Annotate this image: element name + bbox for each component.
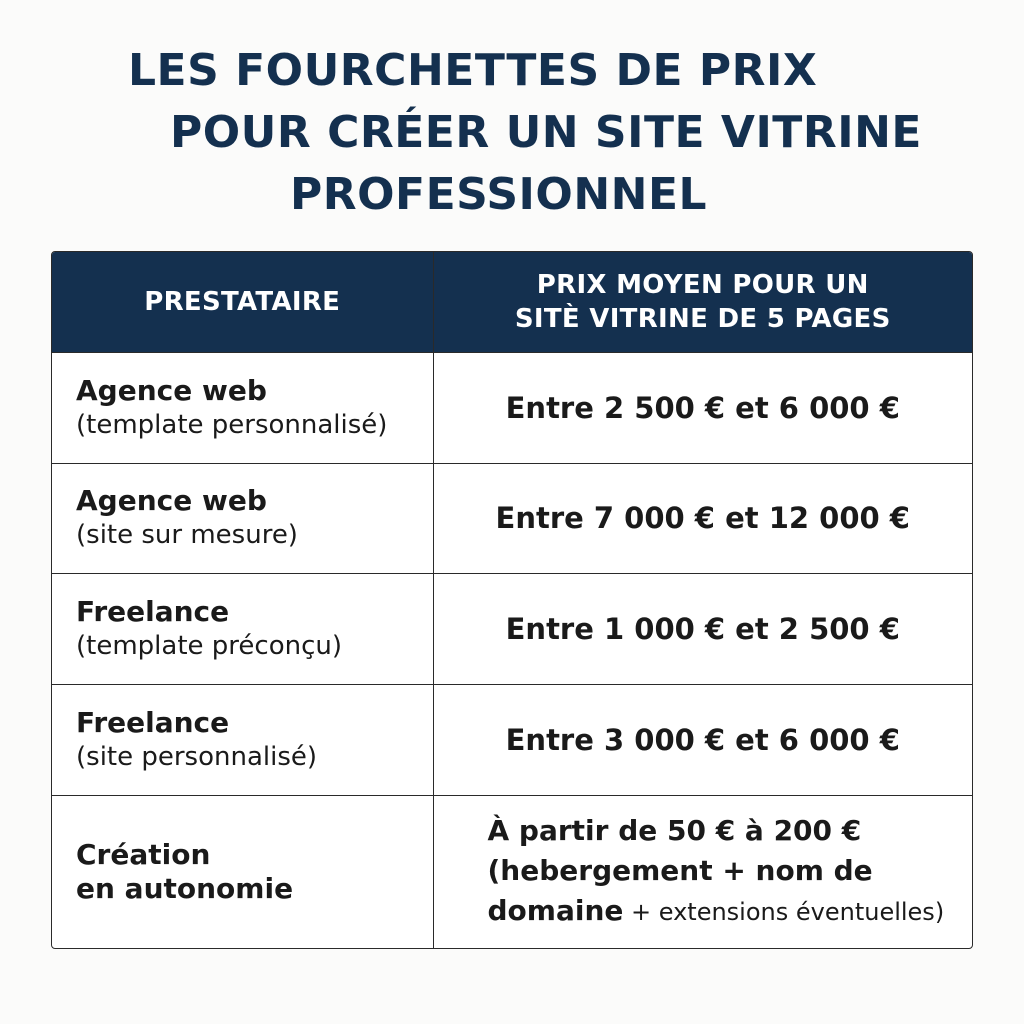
table-row — [52, 684, 972, 795]
provider-name-line-2: en autonomie — [76, 871, 294, 905]
price-cell: Entre 1 000 € et 2 500 € — [433, 574, 972, 685]
price-cell: Entre 3 000 € et 6 000 € — [433, 684, 972, 795]
provider-cell — [52, 463, 433, 574]
table-header-row — [52, 252, 972, 353]
price-line-3-bold: domaine — [487, 894, 624, 928]
header-price-line-1: PRIX MOYEN POUR UN — [536, 270, 869, 300]
table-row — [52, 795, 972, 948]
provider-cell — [52, 795, 433, 948]
header-price-line-2: SITÈ VITRINE DE 5 PAGES — [514, 304, 891, 334]
provider-cell — [52, 353, 433, 464]
title-line-1: LES FOURCHETTES DE PRIX — [128, 45, 818, 96]
provider-cell — [52, 684, 433, 795]
provider-name-line-1: Création — [76, 837, 211, 871]
header-price — [433, 252, 972, 353]
price-cell: Entre 7 000 € et 12 000 € — [433, 463, 972, 574]
provider-name: Agence web — [76, 373, 267, 407]
title-line-3: PROFESSIONNEL — [290, 169, 708, 220]
table-row — [52, 463, 972, 574]
provider-detail: (template personnalisé) — [76, 409, 388, 440]
price-cell — [433, 795, 972, 948]
price-line-1: À partir de 50 € à 200 € — [487, 814, 862, 848]
provider-detail: (site sur mesure) — [76, 520, 298, 551]
provider-name: Freelance — [76, 595, 230, 629]
provider-detail: (site personnalisé) — [76, 741, 318, 772]
table-row — [52, 574, 972, 685]
price-cell: Entre 2 500 € et 6 000 € — [433, 353, 972, 464]
title-line-2: POUR CRÉER UN SITE VITRINE — [170, 107, 922, 158]
price-line-2: (hebergement + nom de — [487, 854, 873, 888]
price-table — [51, 251, 973, 949]
provider-name: Freelance — [76, 705, 230, 739]
price-line-3 — [488, 891, 972, 932]
price-line-3-rest: + extensions éventuelles) — [623, 898, 945, 927]
header-provider: PRESTATAIRE — [52, 252, 433, 353]
page-title — [0, 40, 1024, 226]
provider-detail: (template préconçu) — [76, 631, 342, 662]
table-row — [52, 353, 972, 464]
provider-cell — [52, 574, 433, 685]
provider-name: Agence web — [76, 484, 267, 518]
